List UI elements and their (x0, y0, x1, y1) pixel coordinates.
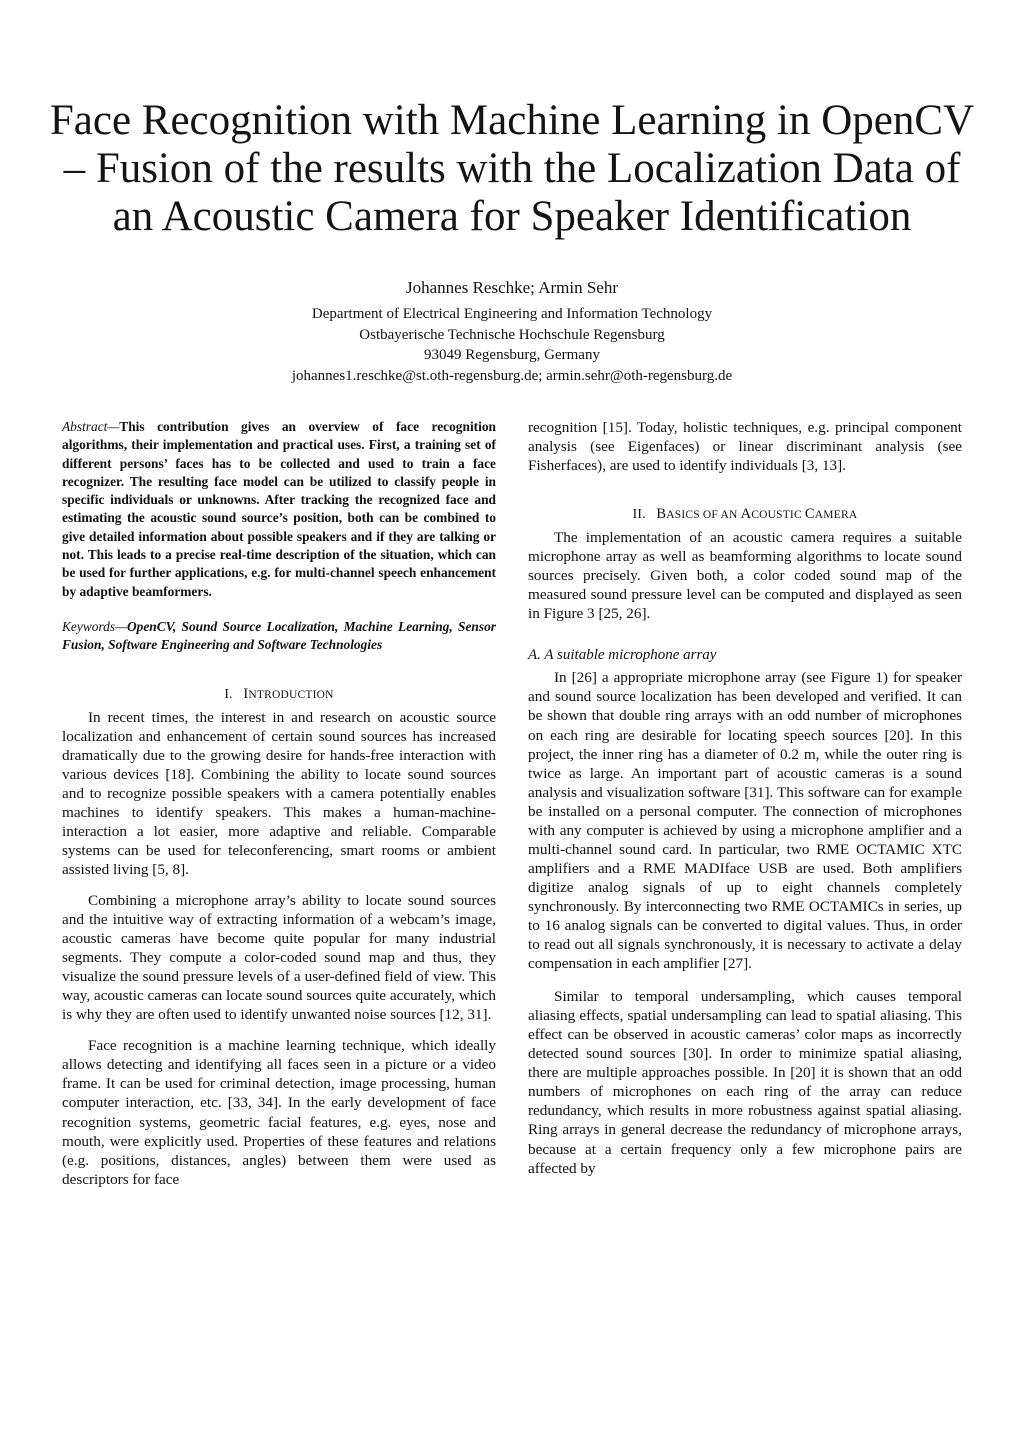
author-block (100, 276, 924, 386)
keywords (62, 618, 496, 655)
intro-paragraph-1: In recent times, the interest in and research on acoustic source localization and enhancement of certain sound sources has increased dramatically due to the growing desire for hands-free interaction with various devices [18]. Combining the ability to locate sound sources and to recognize possible speakers with a camera potentially enables machines to identify speakers. This makes a human-machine-interaction a lot easier, more adaptive and reliable. Comparable systems can be used for teleconferencing, smart rooms or ambient assisted living [5, 8]. (62, 708, 496, 878)
left-column (62, 418, 496, 1189)
section-heading-acoustic-camera: II. BASICS OF AN ACOUSTIC CAMERA (632, 506, 858, 523)
abstract (62, 418, 496, 601)
affiliation-address: 93049 Regensburg, Germany (424, 347, 600, 363)
subsection-a-paragraph-2: Similar to temporal undersampling, which causes temporal aliasing effects, spatial undersampling can lead to spatial aliasing. This effect can be observed in acoustic cameras’ color maps as incorrectly detected sound sources [30]. In order to minimize spatial aliasing, there are multiple approaches possible. In [20] it is shown that an odd numbers of microphones on each ring of the array can reduce redundancy, which results in more robustness against spatial aliasing. Ring arrays in general decrease the redundancy of microphone arrays, because at a certain frequency only a few microphone pairs are affected by (528, 988, 962, 1177)
subsection-a-paragraph-1: In [26] a appropriate microphone array (see Figure 1) for speaker and sound source localization has been developed and verified. It can be shown that double ring arrays with an odd number of microphones on each ring are desirable for locating speech sources [20]. In this project, the inner ring has a diameter of 0.2 m, while the outer ring is twice as large. An important part of acoustic cameras is a sound analysis and visualization software [31]. This software can for example be installed on a personal computer. The connection of microphones with any computer is achieved by using a microphone amplifier and a multi-channel sound card. In particular, two RME OCTAMIC XTC amplifiers and a RME MADIface USB are used. Both amplifiers digitize analog signals of up to eight channels completely synchronously. By interconnecting two RME OCTAMICs in series, up to 16 analog signals can be converted to digital values. Thus, in order to read out all signals synchronously, it is necessary to activate a delay compensation in each amplifier [27]. (528, 669, 962, 973)
paper-title (40, 97, 984, 241)
right-column (528, 418, 962, 1178)
keywords-text: OpenCV, Sound Source Localization, Machine Learning, Sensor Fusion, Software Engineering and Software Technologies (62, 618, 496, 653)
title-line-1: Face Recognition with Machine Learning in OpenCV (49, 97, 975, 144)
section-number: I. (224, 685, 233, 701)
intro-paragraph-continued: recognition [15]. Today, holistic techniques, e.g. principal component analysis (see Eigenfaces) or linear discriminant analysis (see Fisherfaces), are used to identify individuals [3, 13]. (528, 419, 962, 475)
section-number: II. (632, 506, 646, 522)
title-line-3: an Acoustic Camera for Speaker Identification (112, 193, 912, 240)
affiliation-department: Department of Electrical Engineering and Information Technology (311, 306, 713, 322)
subsection-heading-microphone-array: A. A suitable microphone array (528, 647, 717, 664)
section2-paragraph: The implementation of an acoustic camera requires a suitable microphone array as well as beamforming algorithms to locate sound sources precisely. Given both, a color coded sound map of the measured sound pressure level can be computed and displayed as seen in Figure 3 [25, 26]. (528, 529, 962, 623)
title-line-2: – Fusion of the results with the Localization Data of (63, 145, 961, 192)
abstract-text: This contribution gives an overview of face recognition algorithms, their implementation and practical uses. First, a training set of different persons’ faces has to be collected and used to train a face recognizer. The resulting face model can be utilized to classify people in specific individuals or unknowns. After tracking the recognized face and estimating the acoustic sound source’s position, both can be combined to give detailed information about possible speakers and if they are talking or not. This leads to a precise real-time description of the situation, which can be used for further applications, e.g. for multi-channel speech enhancement by adaptive beamformers. (62, 419, 496, 599)
section-heading-introduction: I. INTRODUCTION (224, 685, 334, 702)
intro-paragraph-2: Combining a microphone array’s ability to locate sound sources and the intuitive way of extracting information of a webcam’s image, acoustic cameras have become quite popular for many industrial segments. They compute a color-coded sound map and thus, they visualize the sound pressure levels of a user-defined field of view. This way, acoustic cameras can locate sound sources quite accurately, which is why they are often used to identify unwanted noise sources [12, 31]. (62, 891, 496, 1024)
abstract-label: Abstract— (62, 419, 120, 434)
intro-paragraph-3: Face recognition is a machine learning technique, which ideally allows detecting and identifying all faces seen in a picture or a video frame. It can be used for criminal detection, image processing, human computer interaction, etc. [33, 34]. In the early development of face recognition systems, geometric facial features, e.g. eyes, nose and mouth, were explicitly used. Properties of these features and relations (e.g. positions, distances, angles) between them were used as descriptors for face (62, 1037, 496, 1188)
affiliation-institution: Ostbayerische Technische Hochschule Regensburg (359, 326, 665, 343)
author-emails: johannes1.reschke@st.oth-regensburg.de; armin.sehr@oth-regensburg.de (291, 367, 733, 384)
keywords-label: Keywords— (62, 618, 127, 634)
author-names: Johannes Reschke; Armin Sehr (406, 278, 618, 297)
